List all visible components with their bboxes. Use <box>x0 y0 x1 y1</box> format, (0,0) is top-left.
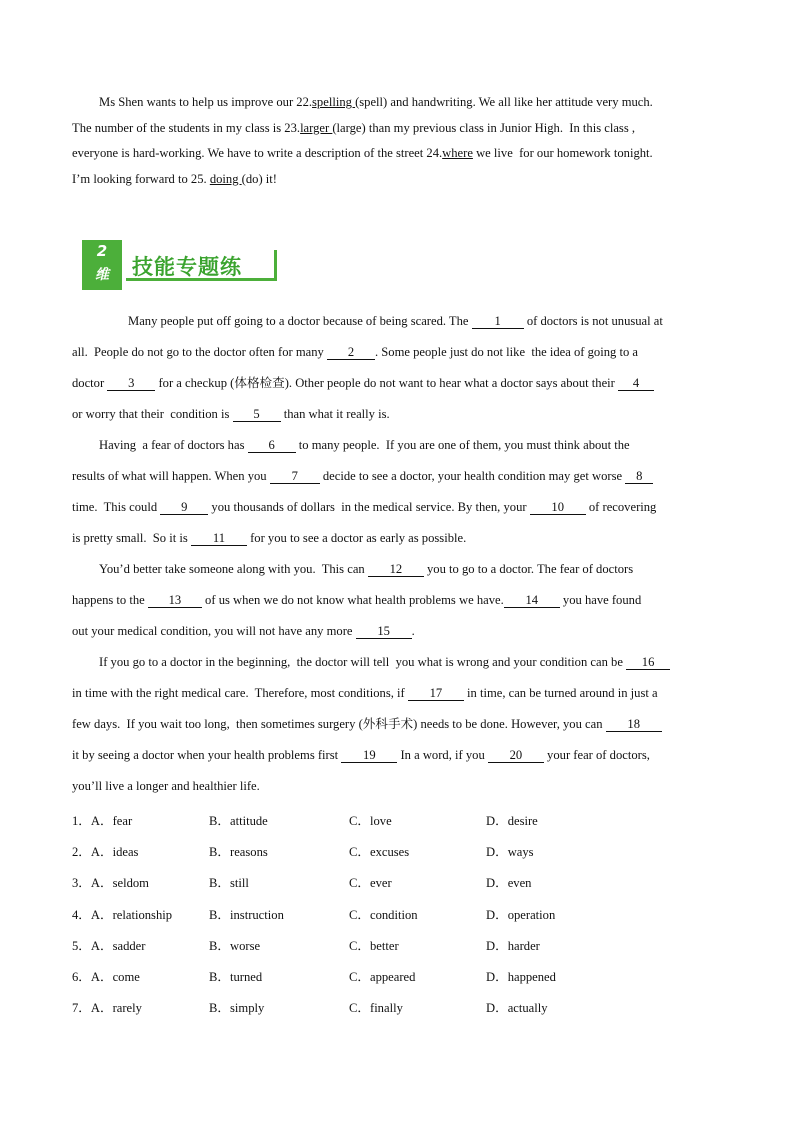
answer-25: doing <box>209 171 242 186</box>
intro-line-3: everyone is hard-working. We have to write a description of the street 24.where we live for our homework tonight. <box>72 146 653 160</box>
blank-15: 15 <box>356 624 412 639</box>
section-badge <box>82 240 122 290</box>
passage-line: happens to the 13 of us when we do not know what health problems we have. 14 you have found <box>72 593 642 607</box>
intro-line-2: The number of the students in my class is 23.larger (large) than my previous class in Junior High. In this class , <box>72 120 636 135</box>
option-a: 7．A．rarely <box>72 1001 142 1016</box>
blank-5: 5 <box>233 407 281 422</box>
option-c: C．ever <box>349 876 392 891</box>
answer-23: larger <box>300 120 333 135</box>
passage-line: Many people put off going to a doctor because of being scared. The 1 of doctors is not unusual at <box>128 314 663 328</box>
intro-line-4: I’m looking forward to 25. doing (do) it! <box>72 171 277 186</box>
passage-line: it by seeing a doctor when your health problems first 19 In a word, if you 20 your fear of doctors, <box>72 748 650 762</box>
passage-line: is pretty small. So it is 11 for you to see a doctor as early as possible. <box>72 531 467 545</box>
answer-22: spelling <box>312 95 356 109</box>
badge-char: 维 <box>95 267 109 283</box>
option-b: B．reasons <box>209 845 268 860</box>
cloze-passage <box>72 306 722 802</box>
blank-9: 9 <box>160 500 208 515</box>
passage-line: few days. If you wait too long, then sometimes surgery (外科手术) needs to be done. However, you can 18 <box>72 709 722 740</box>
passage-line: you’ll live a longer and healthier life. <box>72 779 260 793</box>
blank-6: 6 <box>248 438 296 453</box>
option-c: C．finally <box>349 1001 403 1016</box>
section-title-banner <box>126 250 277 281</box>
option-row <box>72 931 722 962</box>
blank-12: 12 <box>368 562 424 577</box>
section-title: 技能专题练 <box>132 255 242 279</box>
passage-line: out your medical condition, you will not have any more 15 . <box>72 624 415 638</box>
intro-paragraph <box>72 90 722 192</box>
option-row <box>72 806 722 837</box>
option-c: C．better <box>349 938 399 953</box>
option-b: B．turned <box>209 969 263 984</box>
option-d: D．harder <box>486 938 540 953</box>
passage-line: You’d better take someone along with you. This can 12 you to go to a doctor. The fear of doctors <box>99 562 634 576</box>
option-a: 3．A．seldom <box>72 876 149 891</box>
blank-18: 18 <box>606 717 662 732</box>
blank-11: 11 <box>191 531 247 546</box>
passage-line: or worry that their condition is 5 than what it really is. <box>72 407 390 421</box>
section-header <box>80 238 280 294</box>
passage-line: Having a fear of doctors has 6 to many people. If you are one of them, you must think about the <box>99 438 630 452</box>
blank-14: 14 <box>504 593 560 608</box>
blank-20: 20 <box>488 748 544 763</box>
passage-line: all. People do not go to the doctor often for many 2 . Some people just do not like the idea of going to a <box>72 345 638 359</box>
option-d: D．even <box>486 876 532 891</box>
blank-10: 10 <box>530 500 586 515</box>
answer-options <box>72 806 722 1024</box>
passage-line: doctor 3 for a checkup (体格检查). Other people do not want to hear what a doctor says about their 4 <box>72 368 722 399</box>
option-c: C．appeared <box>349 969 416 984</box>
option-d: D．operation <box>486 907 556 922</box>
option-b: B．simply <box>209 1001 265 1016</box>
badge-number: 2 <box>96 242 108 260</box>
passage-line: If you go to a doctor in the beginning, the doctor will tell you what is wrong and your condition can be 16 <box>72 647 722 678</box>
blank-1: 1 <box>472 314 524 329</box>
blank-19: 19 <box>341 748 397 763</box>
blank-4: 4 <box>618 376 654 391</box>
option-d: D．desire <box>486 814 538 828</box>
option-b: B．attitude <box>209 814 268 828</box>
passage-line: time. This could 9 you thousands of dollars in the medical service. By then, your 10 of recovering <box>72 500 657 514</box>
answer-24: where <box>442 146 473 160</box>
option-c: C．love <box>349 814 392 828</box>
blank-7: 7 <box>270 469 320 484</box>
option-c: C．condition <box>349 907 418 922</box>
option-row <box>72 962 722 993</box>
option-c: C．excuses <box>349 845 410 860</box>
blank-17: 17 <box>408 686 464 701</box>
option-a: 4．A．relationship <box>72 907 173 922</box>
option-d: D．happened <box>486 969 556 984</box>
intro-line-1: Ms Shen wants to help us improve our 22.spelling (spell) and handwriting. We all like her attitude very much. <box>99 95 653 109</box>
blank-13: 13 <box>148 593 202 608</box>
option-a: 1．A．fear <box>72 814 133 828</box>
option-row <box>72 837 722 868</box>
blank-2: 2 <box>327 345 375 360</box>
blank-3: 3 <box>107 376 155 391</box>
option-d: D．ways <box>486 845 534 860</box>
blank-8: 8 <box>625 469 653 484</box>
option-row <box>72 993 722 1024</box>
option-row <box>72 868 722 899</box>
option-a: 5．A．sadder <box>72 938 146 953</box>
option-b: B．still <box>209 876 249 891</box>
option-row <box>72 900 722 931</box>
option-a: 6．A．come <box>72 969 140 984</box>
option-b: B．worse <box>209 938 261 953</box>
option-b: B．instruction <box>209 907 284 922</box>
option-a: 2．A．ideas <box>72 845 139 860</box>
blank-16: 16 <box>626 655 670 670</box>
passage-line: in time with the right medical care. Therefore, most conditions, if 17 in time, can be turned around in just a <box>72 686 658 700</box>
passage-line: results of what will happen. When you 7 decide to see a doctor, your health condition may get worse 8 <box>72 461 722 492</box>
option-d: D．actually <box>486 1001 548 1016</box>
